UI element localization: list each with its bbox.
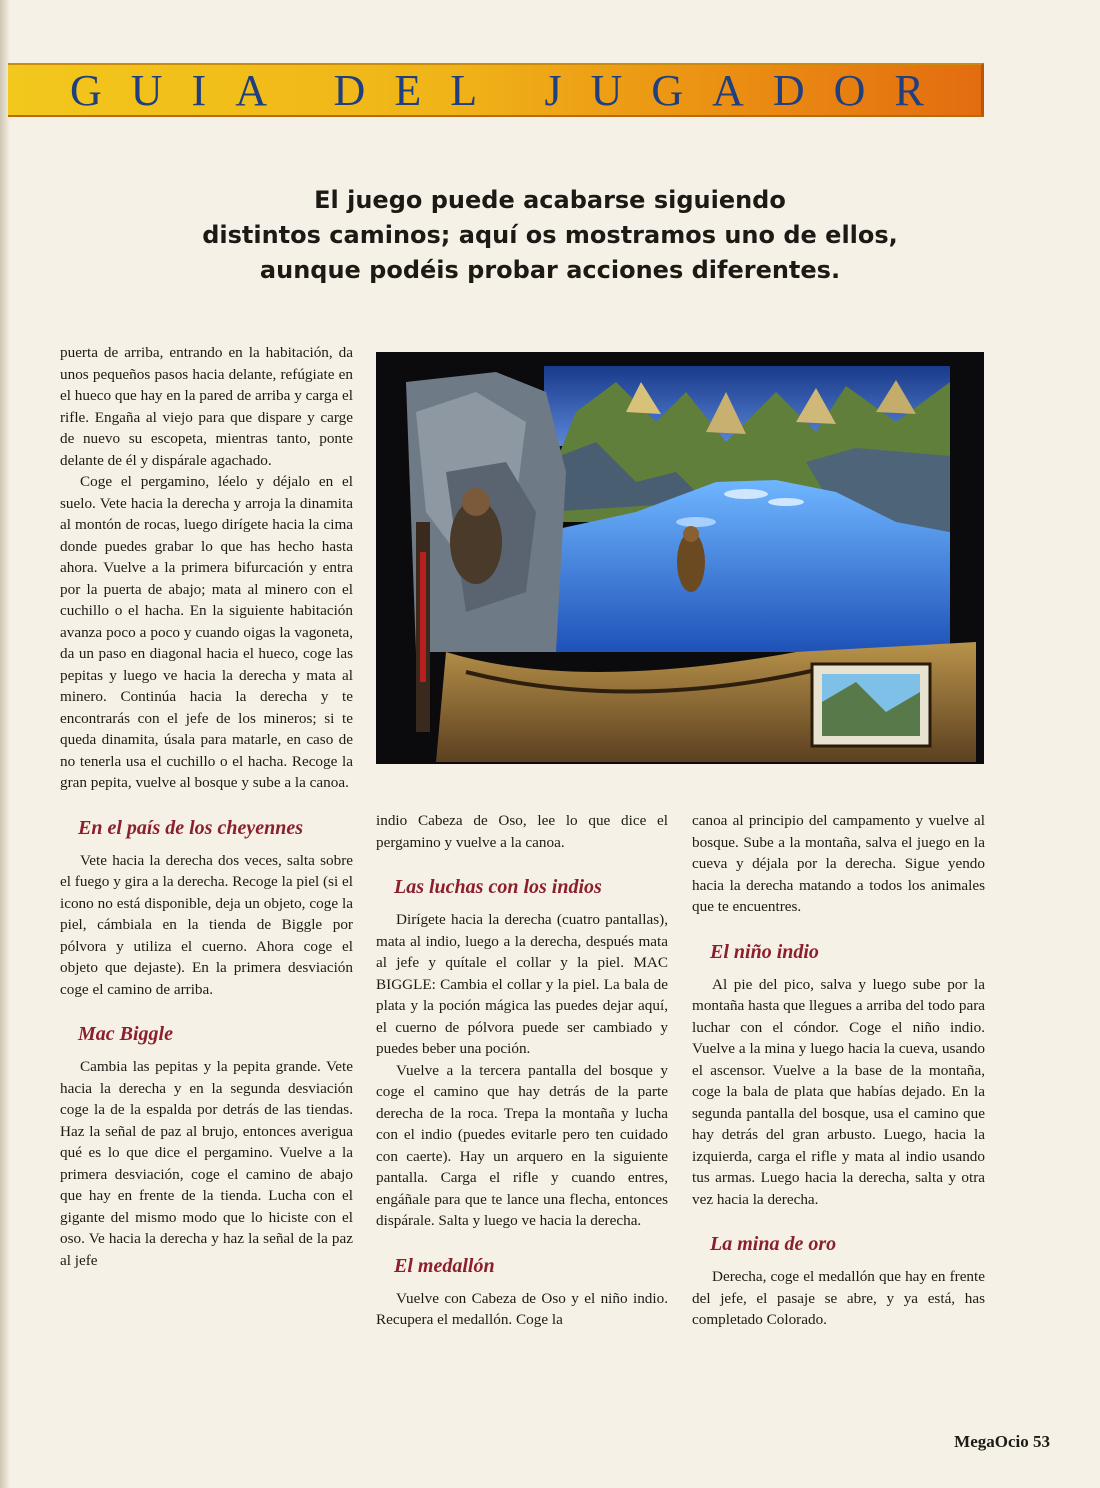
banner-title: GUIA DEL JUGADOR [70, 66, 953, 115]
paragraph: Cambia las pepitas y la pepita grande. Vete hacia la derecha y en la segunda desviación coge la de la espalda por detrás de las tiendas. Haz la señal de paz al brujo, entonces averigua qué es lo que dice el pergamino. Vuelve a la primera desviación, coge el camino de abajo que hay en frente de la tienda. Lucha con el gigante del mismo modo que lo hiciste con el oso. Ve hacia la derecha y haz la señal de la paz al jefe [60, 1058, 353, 1269]
text-column-1 [60, 342, 353, 1271]
article-headline: El juego puede acabarse siguiendo distintos caminos; aquí os mostramos uno de ellos, aunque podéis probar acciones diferentes. [202, 186, 898, 284]
section-heading: Las luchas con los indios [394, 876, 602, 898]
paragraph: Dirígete hacia la derecha (cuatro pantallas), mata al indio, luego a la derecha, después mata al jefe y quítale el collar y la piel. MAC BIGGLE: Cambia el collar y la piel. La bala de plata y la poción mágica las puedes dejar aquí, el cuerno de pólvora puede ser cambiado y puedes beber una poción. [376, 911, 668, 1057]
paragraph: indio Cabeza de Oso, lee lo que dice el pergamino y vuelve a la canoa. [376, 812, 668, 851]
page-spine-shadow [0, 0, 10, 1488]
paragraph: puerta de arriba, entrando en la habitación, da unos pequeños pasos hacia delante, refúgiate en el hueco que hay en la pared de arriba y carga el rifle. Engaña al viejo para que dispare y carge de nuevo su escopeta, mientras tanto, ponte delante de él y dispárale agachado. [60, 344, 353, 469]
game-screenshot [376, 352, 984, 764]
page-footer: MegaOcio 53 [954, 1432, 1050, 1451]
section-heading: El medallón [394, 1254, 495, 1277]
paragraph: canoa al principio del campamento y vuelve al bosque. Sube a la montaña, salva el juego en la cueva y déjala por la derecha. Sigue yendo hacia la derecha matando a todos los animales que te encuentres. [692, 812, 985, 915]
paragraph: Vuelve con Cabeza de Oso y el niño indio. Recupera el medallón. Coge la [376, 1289, 668, 1328]
section-banner [8, 63, 984, 117]
game-scene-illustration [376, 352, 984, 764]
paragraph: Coge el pergamino, léelo y déjalo en el suelo. Vete hacia la derecha y arroja la dinamita al montón de rocas, luego dirígete hacia la cima donde puedes grabar lo que has hecho hasta ahora. Vuelve a la primera bifurcación y entra por la puerta de abajo; mata al minero con el cuchillo o el hacha. En la siguiente habitación avanza poco a poco y cuando oigas la vagoneta, da un paso en diagonal hacia el hueco, coge las pepitas y luego ve hacia la derecha y mata al minero. Continúa hacia la derecha y te encontrarás con el jefe de los mineros; si te queda dinamita, úsala para matarle, en caso de no tenerla usa el cuchillo o el hacha. Recoge la gran pepita, vuelve al bosque y sube a la canoa. [60, 473, 353, 791]
paragraph: Derecha, coge el medallón que hay en frente del jefe, el pasaje se abre, y ya está, has completado Colorado. [692, 1268, 985, 1328]
section-heading: En el país de los cheyennes [78, 816, 303, 839]
paragraph: Vete hacia la derecha dos veces, salta sobre el fuego y gira a la derecha. Recoge la piel (si el icono no está disponible, deja un objeto, coge la piel, cámbiala en la tienda de Biggle por pólvora y utiliza el cuerno. Ahora coge el objeto que dejaste). En la primera desviación coge el camino de arriba. [60, 851, 353, 998]
paragraph: Al pie del pico, salva y luego sube por la montaña hasta que llegues a arriba del todo para luchar con el cóndor. Coge el niño indio. Vuelve a la mina y luego hacia la cueva, usando el ascensor. Vuelve a la base de la montaña, coge la bala de plata que habías dejado. En la segunda pantalla del bosque, usa el camino que hay detrás del gran arbusto. Luego, hacia la izquierda, carga el rifle y mata al indio usando tus armas. Luego hacia la derecha, salta y otra vez hacia la derecha. [692, 975, 985, 1208]
text-column-3 [692, 810, 985, 1331]
section-heading: La mina de oro [710, 1233, 837, 1255]
text-column-2 [376, 810, 668, 1331]
section-heading: El niño indio [710, 940, 819, 963]
section-heading: Mac Biggle [78, 1023, 173, 1045]
paragraph: Vuelve a la tercera pantalla del bosque y coge el camino que hay detrás de la parte derecha de la roca. Trepa la montaña y lucha con el indio (puedes evitarle pero ten cuidado con caerte). Hay un arquero en la siguiente pantalla. Carga el rifle y cuando entres, engáñale para que te lance una flecha, entonces dispárale. Salta y luego ve hacia la derecha. [376, 1061, 668, 1229]
